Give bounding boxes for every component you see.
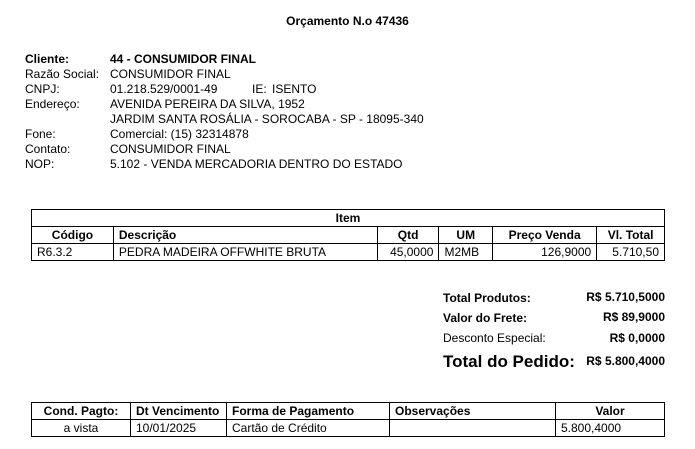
- payment-header-row: [32, 403, 665, 420]
- desconto-value: R$ 0,0000: [609, 331, 665, 345]
- document-title: Orçamento N.o 47436: [286, 14, 409, 28]
- nop-label: NOP:: [25, 157, 55, 171]
- header-valor: Valor: [556, 403, 665, 420]
- total-pedido-label: Total do Pedido:: [443, 352, 575, 371]
- contato-label: Contato:: [25, 142, 71, 156]
- item-codigo: R6.3.2: [32, 244, 114, 261]
- endereco-line2: JARDIM SANTA ROSÁLIA - SOROCABA - SP - 18095-340: [110, 112, 424, 126]
- valor-frete-label: Valor do Frete:: [443, 311, 528, 325]
- cnpj-value: 01.218.529/0001-49: [110, 82, 218, 96]
- cliente-label: Cliente:: [25, 52, 70, 66]
- payment-vencimento: 10/01/2025: [131, 420, 227, 437]
- item-um: M2MB: [439, 244, 493, 261]
- total-pedido-value: R$ 5.800,4000: [586, 354, 665, 368]
- header-cond-pagto: Cond. Pagto:: [32, 403, 131, 420]
- items-header-row: [32, 227, 665, 244]
- cliente-value: 44 - CONSUMIDOR FINAL: [110, 52, 257, 66]
- razao-social-label: Razão Social:: [25, 67, 100, 81]
- nop-value: 5.102 - VENDA MERCADORIA DENTRO DO ESTADO: [110, 157, 403, 171]
- header-preco-venda: Preço Venda: [493, 227, 597, 244]
- payment-table: [31, 402, 665, 437]
- fone-label: Fone:: [25, 127, 56, 141]
- header-qtd: Qtd: [377, 227, 439, 244]
- contato-value: CONSUMIDOR FINAL: [110, 142, 231, 156]
- payment-valor: 5.800,4000: [556, 420, 665, 437]
- header-um: UM: [439, 227, 493, 244]
- ie-label: IE:: [252, 82, 267, 96]
- endereco-line1: AVENIDA PEREIRA DA SILVA, 1952: [110, 97, 305, 111]
- valor-frete-value: R$ 89,9000: [602, 310, 665, 324]
- item-descricao: PEDRA MADEIRA OFFWHITE BRUTA: [113, 244, 377, 261]
- items-caption: Item: [32, 210, 665, 227]
- table-row: [32, 420, 665, 437]
- item-preco-venda: 126,9000: [493, 244, 597, 261]
- payment-forma: Cartão de Crédito: [227, 420, 390, 437]
- header-vl-total: Vl. Total: [597, 227, 665, 244]
- header-descricao: Descrição: [113, 227, 377, 244]
- table-row: [32, 244, 665, 261]
- payment-observacoes: [390, 420, 556, 437]
- fone-value: Comercial: (15) 32314878: [110, 127, 249, 141]
- header-forma-pagamento: Forma de Pagamento: [227, 403, 390, 420]
- header-codigo: Código: [32, 227, 114, 244]
- cnpj-label: CNPJ:: [25, 82, 60, 96]
- header-observacoes: Observações: [390, 403, 556, 420]
- item-vl-total: 5.710,50: [597, 244, 665, 261]
- item-qtd: 45,0000: [377, 244, 439, 261]
- payment-cond: a vista: [32, 420, 131, 437]
- total-produtos-value: R$ 5.710,5000: [586, 290, 665, 304]
- endereco-label: Endereço:: [25, 97, 80, 111]
- total-produtos-label: Total Produtos:: [443, 291, 531, 305]
- items-table: [31, 209, 665, 261]
- header-dt-vencimento: Dt Vencimento: [131, 403, 227, 420]
- desconto-label: Desconto Especial:: [443, 331, 546, 345]
- razao-social-value: CONSUMIDOR FINAL: [110, 67, 231, 81]
- ie-value: ISENTO: [272, 82, 317, 96]
